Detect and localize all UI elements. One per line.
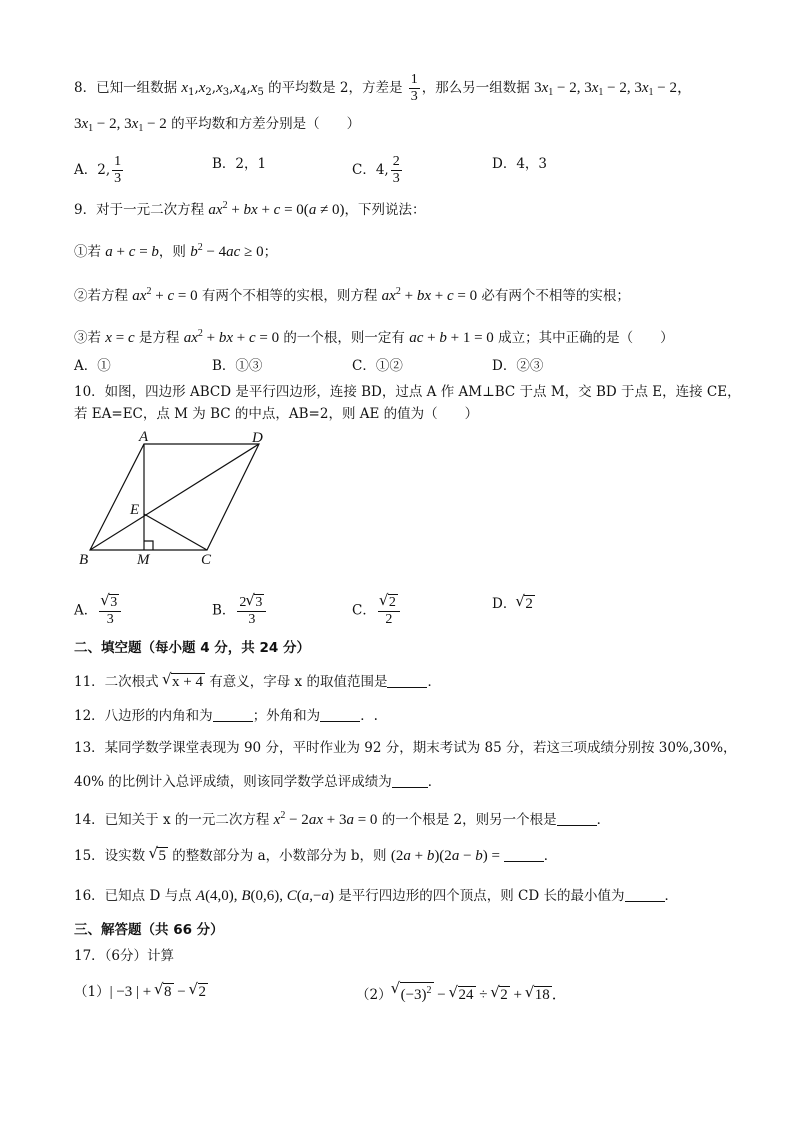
q8-option-d[interactable]: D．4，3 <box>492 156 548 172</box>
q11: 11．二次根式 √ x + 4 有意义，字母 x 的取值范围是 ． <box>74 672 441 692</box>
q16: 16．已知点 D 与点 A(4,0), B(0,6), C(a,−a) 是平行四边形的四个顶点，则 CD 长的最小值为 ． <box>74 888 678 904</box>
parallelogram-figure <box>74 428 274 570</box>
q13-answer-blank[interactable] <box>392 773 428 788</box>
q9-option-d[interactable]: D．②③ <box>492 358 544 374</box>
q8-option-c[interactable]: C．4, $\frac{2}{3}$ <box>352 154 400 186</box>
section-2-heading: 二、填空题（每小题 4 分，共 24 分） <box>74 640 310 656</box>
q14-answer-blank[interactable] <box>557 811 597 826</box>
label-a: A <box>139 429 149 445</box>
q9-option-b[interactable]: B．①③ <box>212 358 263 374</box>
q10-option-b[interactable]: B． $\frac{2√ 3}{3}$ <box>212 594 268 628</box>
q12-interior-blank[interactable] <box>213 707 253 722</box>
q9-statement-2: ②若方程 $ax^2 + c = 0$ 有两个不相等的实根，则方程 $ax^2$ + bx + c = 0 必有两个不相等的实根； <box>74 286 630 304</box>
q8-variance-fraction: $\frac{1}{3}$ <box>410 72 418 104</box>
q13-line2: 40% 的比例计入总评成绩，则该同学数学总评成绩为 ． <box>74 774 442 790</box>
q17-part1: （1）| −3 | + √ 8 − √ 2 <box>74 982 208 1002</box>
q9-stem: 9．对于一元二次方程 $ax^2$ + bx + c = 0(a ≠ 0)，下列说法： <box>74 200 426 218</box>
q15-answer-blank[interactable] <box>504 847 544 862</box>
q9-statement-1: ①若 a + c = b，则 $b^2 - 4ac \ge 0$； <box>74 242 278 260</box>
q9-option-a[interactable]: A．① <box>74 358 111 374</box>
label-m: M <box>137 552 150 568</box>
section-3-heading: 三、解答题（共 66 分） <box>74 922 224 938</box>
q12: 12．八边形的内角和为 ；外角和为 ．. <box>74 708 378 724</box>
right-angle-mark <box>144 541 153 550</box>
label-c: C <box>201 552 212 568</box>
label-e: E <box>130 502 140 518</box>
q12-exterior-blank[interactable] <box>320 707 360 722</box>
q8-line1: 8．已知一组数据 $x_1,x_2,x_3,x_4,x_5$ 的平均数是 2，方差是 $\frac{1}{3}$ ，那么另一组数据 $3x_1 - 2$, $3x_1 - 2$, $3x_1 - 2$， <box>74 72 692 104</box>
q10-option-c[interactable]: C． √ $\frac{2}{2}$ <box>352 594 402 628</box>
q15: 15．设实数 √ 5 的整数部分为 a，小数部分为 b，则 (2a + b)(2a − b) = ． <box>74 846 557 866</box>
label-b: B <box>79 552 89 568</box>
q8-option-b[interactable]: B．2，1 <box>212 156 267 172</box>
q11-answer-blank[interactable] <box>387 673 427 688</box>
q10-line1: 10．如图，四边形 ABCD 是平行四边形，连接 BD，过点 A 作 AM⊥BC 于点 M，交 BD 于点 E，连接 CE， <box>74 384 741 400</box>
q16-answer-blank[interactable] <box>625 887 665 902</box>
q10-option-a[interactable]: A． √ $\frac{3}{3}$ <box>74 594 123 628</box>
label-d: D <box>252 430 263 446</box>
q10-option-d[interactable]: D．√ 2 <box>492 594 535 614</box>
q14: 14．已知关于 x 的一元二次方程 $x^2 - 2ax + 3a = 0$ 的一个根是 2，则另一个根是 ． <box>74 810 611 828</box>
q8-option-a[interactable]: A．2, $\frac{1}{3}$ <box>74 154 122 186</box>
q10-line2: 若 EA=EC，点 M 为 BC 的中点，AB=2，则 AE 的值为（ ） <box>74 406 479 422</box>
q8-line2: $3x_1 - 2$, $3x_1 - 2$ 的平均数和方差分别是（ ） <box>74 116 361 134</box>
q17-part2: （2）√ $(-3)^2$ − √ 24 ÷ √ 2 + √ 18 ． <box>356 982 567 1005</box>
q17-title: 17．（6分）计算 <box>74 948 175 964</box>
q9-option-c[interactable]: C．①② <box>352 358 403 374</box>
q13-line1: 13．某同学数学课堂表现为 90 分，平时作业为 92 分，期末考试为 85 分，若这三项成绩分别按 30%,30%， <box>74 740 737 756</box>
q9-statement-3: ③若 x = c 是方程 $ax^2$ + bx + c = 0 的一个根，则一定有 ac + b + 1 = 0 成立；其中正确的是（ ） <box>74 328 674 346</box>
